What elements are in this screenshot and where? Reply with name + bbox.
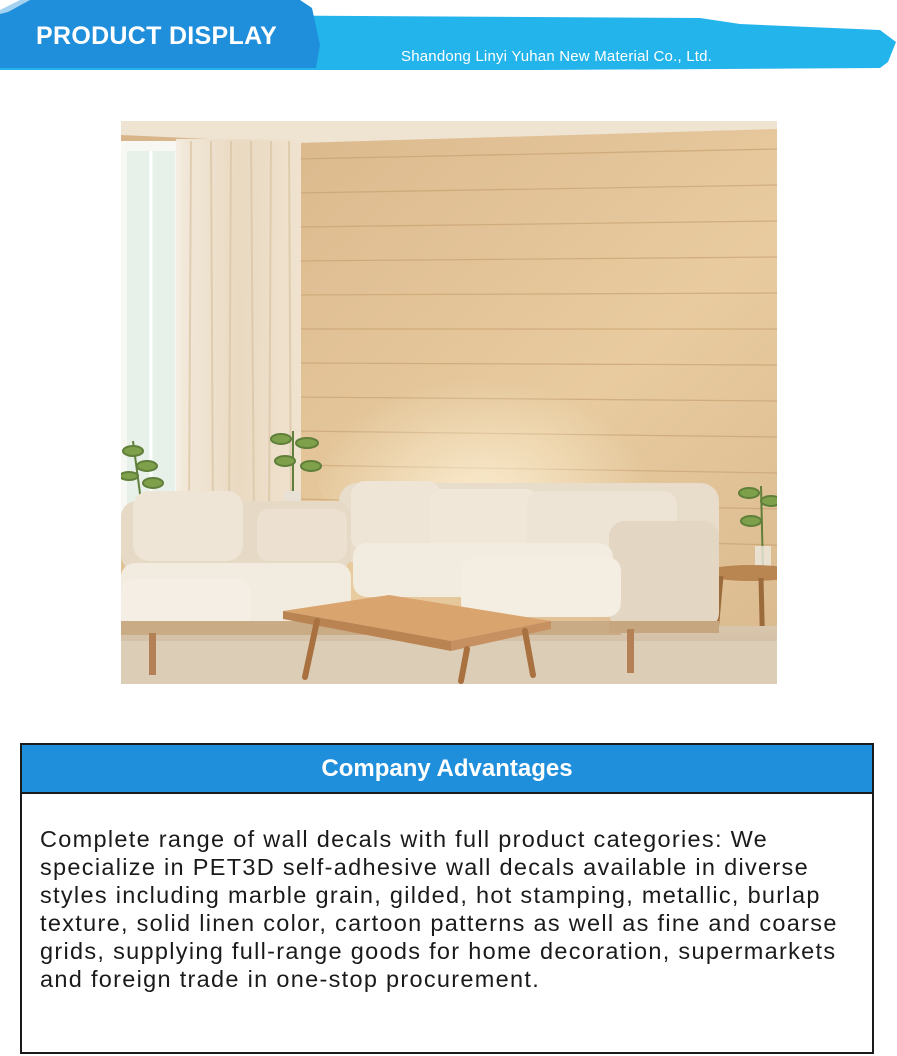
company-advantages-panel [20,743,874,1054]
living-room-illustration [121,121,777,684]
product-photo [121,121,777,684]
advantages-title: Company Advantages [321,754,573,782]
page-title: PRODUCT DISPLAY [36,22,278,50]
advantages-body: Complete range of wall decals with full product categories: We specialize in PET3D self-adhesive wall decals available in diverse styles including marble grain, gilded, hot stamping, metallic, burlap texture, solid linen color, cartoon patterns as well as fine and coarse grids, supplying full-range goods for home decoration, supermarkets and foreign trade in one-stop procurement. [40,826,838,992]
header-banner [0,0,897,75]
advantages-header [22,745,872,794]
company-name: Shandong Linyi Yuhan New Material Co., Ltd. [401,48,713,65]
